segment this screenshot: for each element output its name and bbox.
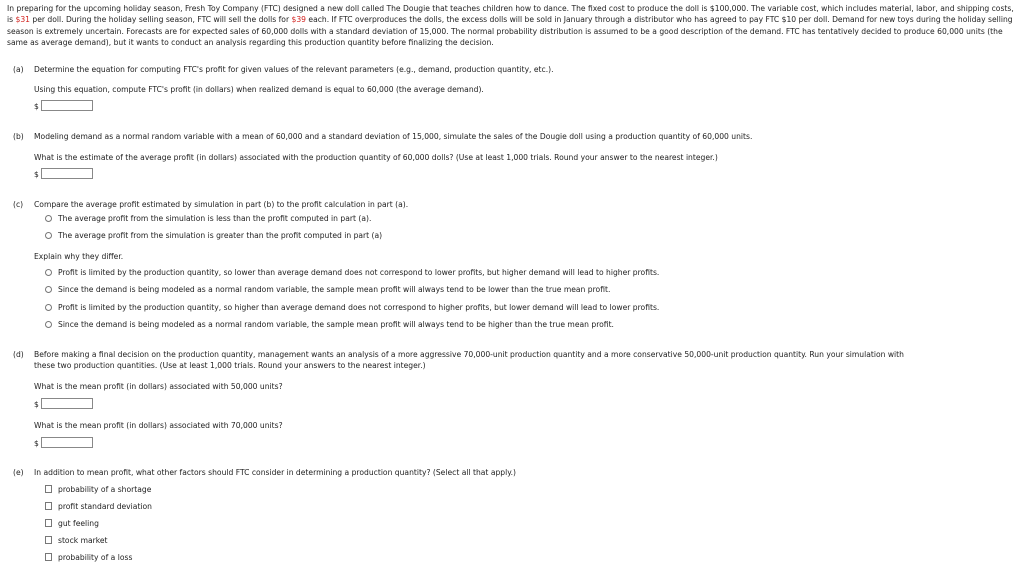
factor-gut-feeling-checkbox[interactable] bbox=[45, 519, 52, 527]
explain-option-4-radio[interactable] bbox=[45, 321, 52, 328]
part-d-question-line-1: Before making a final decision on the production quantity, management wants an analysis of a more aggressive 70,000-unit production quantity and a more conservative 50,000-unit production quantity. Run your simulation with bbox=[34, 350, 904, 359]
part-a-subquestion: Using this equation, compute FTC's profit (in dollars) when realized demand is equal to 60,000 (the average demand). bbox=[34, 85, 484, 94]
variable-cost-value: $31 bbox=[15, 15, 30, 25]
part-d-label: (d) bbox=[13, 350, 24, 359]
intro-text-3: each. If FTC overproduces the dolls, the excess dolls will be sold in January through a distributor who has agreed to pay FTC $10 per doll. Demand for new toys during the holiday selling season is extremely uncertain. Forecasts are for expected sales of 60,000 dolls with a standard deviation of 15,000. The normal probability distribution is assumed to be a good description of the demand. FTC has tentatively decided to produce 60,000 units (the same as average demand), but it wants to conduct an analysis regarding this production quantity before finalizing the decision. bbox=[7, 15, 1013, 47]
part-c-label: (c) bbox=[13, 200, 24, 209]
factor-shortage-label[interactable]: probability of a shortage bbox=[58, 485, 152, 494]
explain-option-3-label[interactable]: Profit is limited by the production quantity, so higher than average demand does not correspond to higher profits, but lower demand will lead to lower profits. bbox=[58, 303, 660, 312]
dollar-sign: $ bbox=[34, 102, 39, 111]
part-c-option-2-radio[interactable] bbox=[45, 232, 52, 239]
part-c-option-2-label[interactable]: The average profit from the simulation is greater than the profit computed in part (a) bbox=[58, 231, 383, 240]
part-a-label: (a) bbox=[13, 65, 24, 74]
dollar-sign: $ bbox=[34, 170, 39, 179]
part-b-subquestion: What is the estimate of the average profit (in dollars) associated with the production quantity of 60,000 dolls? (Use at least 1,000 trials. Round your answer to the nearest integer.) bbox=[34, 153, 718, 162]
explain-option-2-label[interactable]: Since the demand is being modeled as a normal random variable, the sample mean profit will always tend to be lower than the true mean profit. bbox=[58, 285, 611, 294]
part-d-70000-profit-input[interactable] bbox=[41, 437, 93, 448]
explain-option-2-radio[interactable] bbox=[45, 286, 52, 293]
part-d-50000-question: What is the mean profit (in dollars) associated with 50,000 units? bbox=[34, 382, 283, 391]
factor-shortage-checkbox[interactable] bbox=[45, 485, 52, 493]
problem-intro bbox=[7, 3, 1017, 48]
explain-heading: Explain why they differ. bbox=[34, 252, 124, 261]
explain-option-4-label[interactable]: Since the demand is being modeled as a normal random variable, the sample mean profit will always tend to be higher than the true mean profit. bbox=[58, 320, 614, 329]
part-d-question-line-2: these two production quantities. (Use at least 1,000 trials. Round your answers to the nearest integer.) bbox=[34, 361, 426, 370]
dollar-sign: $ bbox=[34, 439, 39, 448]
part-c-option-1-label[interactable]: The average profit from the simulation is less than the profit computed in part (a). bbox=[58, 214, 372, 223]
part-c-option-1-radio[interactable] bbox=[45, 215, 52, 222]
explain-option-1-radio[interactable] bbox=[45, 269, 52, 276]
part-c-question: Compare the average profit estimated by simulation in part (b) to the profit calculation in part (a). bbox=[34, 200, 409, 209]
part-d-70000-question: What is the mean profit (in dollars) associated with 70,000 units? bbox=[34, 421, 283, 430]
part-b-question: Modeling demand as a normal random variable with a mean of 60,000 and a standard deviation of 15,000, simulate the sales of the Dougie doll using a production quantity of 60,000 units. bbox=[34, 132, 753, 141]
factor-gut-feeling-label[interactable]: gut feeling bbox=[58, 519, 99, 528]
part-d-50000-profit-input[interactable] bbox=[41, 398, 93, 409]
intro-text-2: per doll. During the holiday selling season, FTC will sell the dolls for bbox=[29, 15, 292, 25]
factor-loss-probability-label[interactable]: probability of a loss bbox=[58, 553, 133, 562]
selling-price-value: $39 bbox=[291, 15, 306, 25]
part-e-label: (e) bbox=[13, 468, 24, 477]
part-a-profit-input[interactable] bbox=[41, 100, 93, 111]
part-a-question: Determine the equation for computing FTC's profit for given values of the relevant parameters (e.g., demand, production quantity, etc.). bbox=[34, 65, 554, 74]
factor-loss-probability-checkbox[interactable] bbox=[45, 553, 52, 561]
dollar-sign: $ bbox=[34, 400, 39, 409]
factor-profit-stdev-label[interactable]: profit standard deviation bbox=[58, 502, 152, 511]
explain-option-1-label[interactable]: Profit is limited by the production quantity, so lower than average demand does not correspond to lower profits, but higher demand will lead to higher profits. bbox=[58, 268, 660, 277]
factor-stock-market-checkbox[interactable] bbox=[45, 536, 52, 544]
factor-profit-stdev-checkbox[interactable] bbox=[45, 502, 52, 510]
factor-stock-market-label[interactable]: stock market bbox=[58, 536, 108, 545]
explain-option-3-radio[interactable] bbox=[45, 304, 52, 311]
part-e-question: In addition to mean profit, what other factors should FTC consider in determining a production quantity? (Select all that apply.) bbox=[34, 468, 517, 477]
part-b-average-profit-input[interactable] bbox=[41, 168, 93, 179]
part-b-label: (b) bbox=[13, 132, 24, 141]
intro-text-1: In preparing for the upcoming holiday season, Fresh Toy Company (FTC) designed a new doll called The Dougie that teaches children how to dance. The fixed cost to produce the doll is $100,000. The variable cost, which includes material, labor, and shipping costs, is bbox=[7, 4, 1014, 25]
